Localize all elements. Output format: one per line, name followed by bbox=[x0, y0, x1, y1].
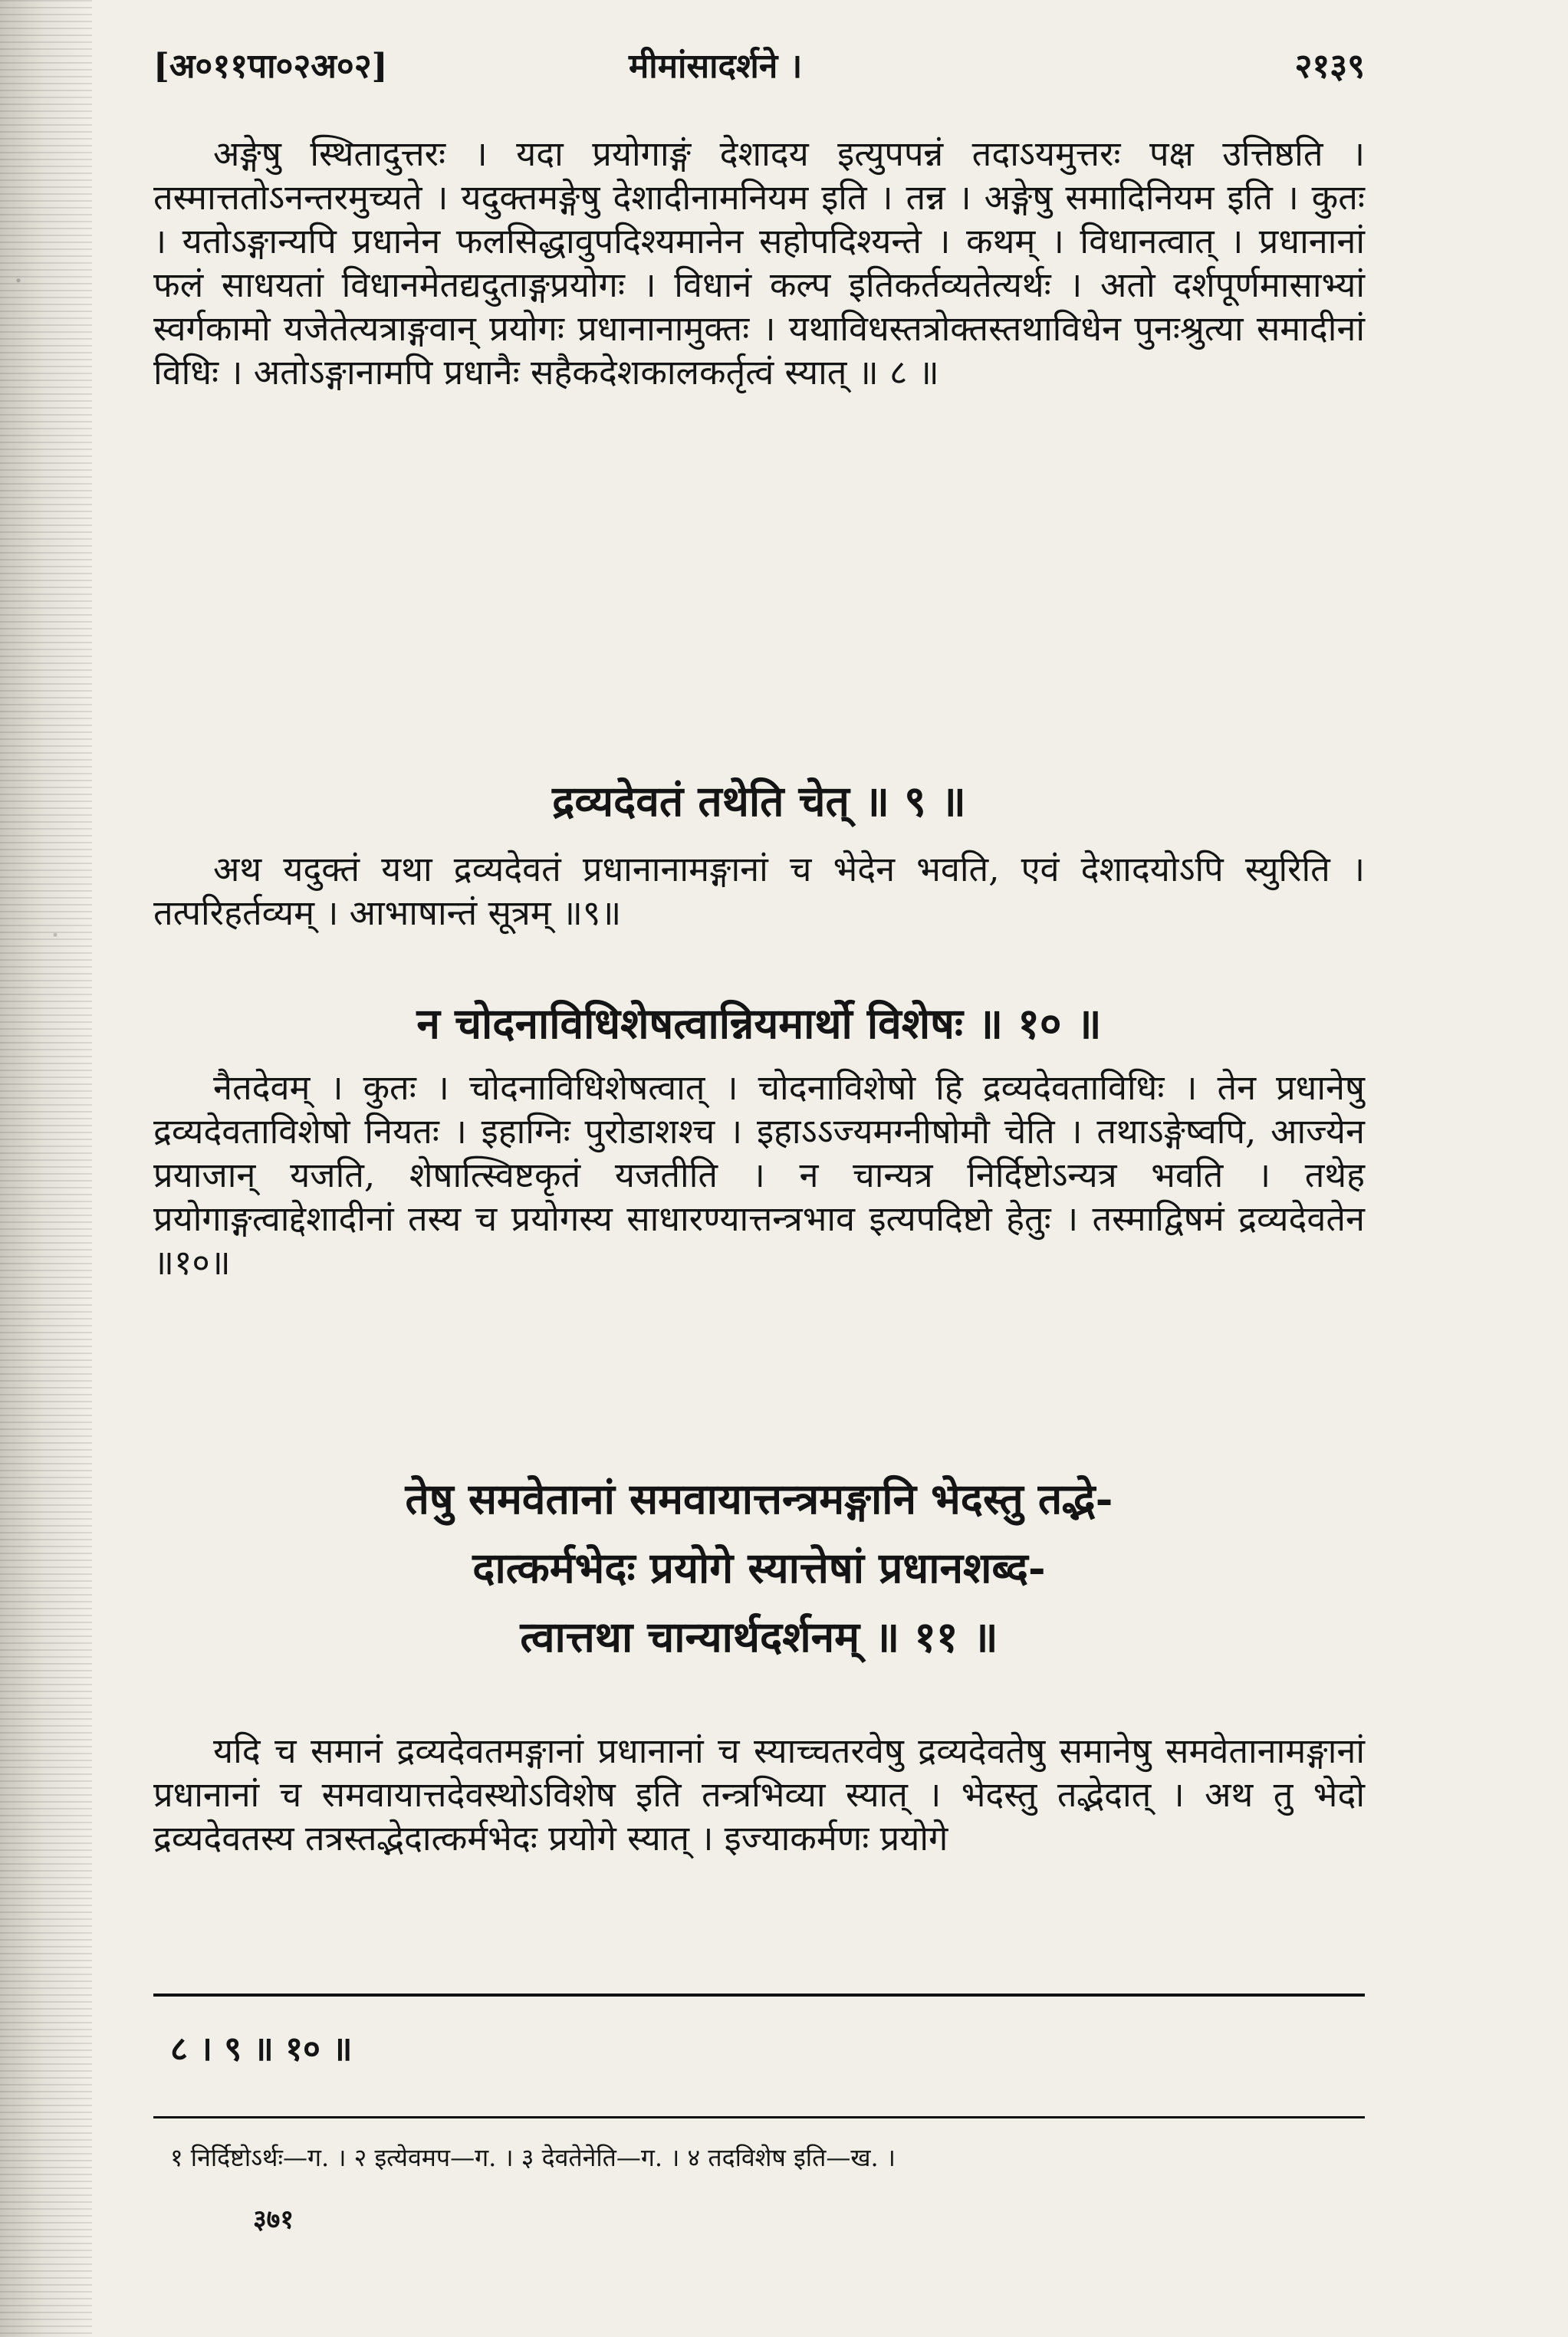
sutra-10-block bbox=[153, 997, 1365, 1050]
header-reference: [अ०११पा०२अ०२] bbox=[153, 47, 388, 86]
commentary-block-10 bbox=[153, 1066, 1365, 1284]
sutra-10: न चोदनाविधिशेषत्वान्नियमार्थो विशेषः ॥ १० ॥ bbox=[416, 998, 1102, 1048]
commentary-paragraph: यदि च समानं द्रव्यदेवतमङ्गानां प्रधानानां च स्याच्चतरवेषु द्रव्यदेवतेषु समानेषु समवेतानामङ्गानां प्रधानानां च समवायात्तदेवस्थोऽविशेष इति तन्त्रभिव्या स्यात् । भेदस्तु तद्भेदात् । अथ तु भेदो द्रव्यदेवतस्य तत्रस्तद्भेदात्कर्मभेदः प्रयोगे स्यात् । इज्याकर्मणः प्रयोगे bbox=[153, 1731, 1365, 1859]
scanned-page-edge bbox=[0, 0, 92, 2337]
commentary-block-11 bbox=[153, 1729, 1365, 1860]
commentary-block-8 bbox=[153, 132, 1365, 394]
commentary-paragraph: अङ्गेषु स्थितादुत्तरः । यदा प्रयोगाङ्गं देशादय इत्युपपन्नं तदाऽयमुत्तरः पक्ष उत्तिष्ठति । तस्मात्ततोऽनन्तरमुच्यते । यदुक्तमङ्गेषु देशादीनामनियम इति । तन्न । अङ्गेषु समादिनियम इति । कुतः । यतोऽङ्गान्यपि प्रधानेन फलसिद्धावुपदिश्यमानेन सहोपदिश्यन्ते । कथम् । विधानत्वात् । प्रधानानां फलं साधयतां विधानमेतद्यदुताङ्गप्रयोगः । विधानं कल्प इतिकर्तव्यतेत्यर्थः । अतो दर्शपूर्णमासाभ्यां स्वर्गकामो यजेतेत्यत्राङ्गवान् प्रयोगः प्रधानानामुक्तः । यथाविधस्तत्रोक्तस्तथाविधेन पुनःश्रुत्या समादीनां विधिः । अतोऽङ्गानामपि प्रधानैः सहैकदेशकालकर्तृत्वं स्यात् ॥ ८ ॥ bbox=[153, 133, 1365, 393]
header-title: मीमांसादर्शने । bbox=[629, 47, 803, 86]
printer-signature: ३७१ bbox=[253, 2204, 294, 2235]
sutra-9: द्रव्यदेवतं तथेति चेत् ॥ ९ ॥ bbox=[552, 776, 966, 826]
sutra-11-line: त्वात्तथा चान्यार्थदर्शनम् ॥ ११ ॥ bbox=[520, 1612, 998, 1662]
page-number: २१३९ bbox=[1294, 47, 1365, 86]
divider-rule bbox=[153, 1994, 1365, 1997]
sutra-9-block bbox=[153, 774, 1365, 828]
commentary-block-9 bbox=[153, 847, 1365, 935]
sutra-reference-note: ८ । ९ ॥ १० ॥ bbox=[170, 2030, 353, 2069]
commentary-paragraph: नैतदेवम् । कुतः । चोदनाविधिशेषत्वात् । चोदनाविशेषो हि द्रव्यदेवताविधिः । तेन प्रधानेषु द्रव्यदेवताविशेषो नियतः । इहाग्निः पुरोडाशश्च । इहाऽऽज्यमग्नीषोमौ चेति । तथाऽङ्गेष्वपि, आज्येन प्रयाजान् यजति, शेषात्स्विष्टकृतं यजतीति । न चान्यत्र निर्दिष्टोऽन्यत्र भवति । तथेह प्रयोगाङ्गत्वाद्देशादीनां तस्य च प्रयोगस्य साधारण्यात्तन्त्रभाव इत्यपदिष्टो हेतुः । तस्माद्विषमं द्रव्यदेवतेन ॥१०॥ bbox=[153, 1067, 1365, 1283]
running-header bbox=[153, 31, 1365, 100]
sutra-11-line: दात्कर्मभेदः प्रयोगे स्यात्तेषां प्रधानशब्द- bbox=[472, 1543, 1046, 1593]
variant-readings-footnote: १ निर्दिष्टोऽर्थः—ग. । २ इत्येवमप—ग. । ३ देवतेनेति—ग. । ४ तदविशेष इति—ख. । bbox=[170, 2143, 896, 2172]
sutra-11-block bbox=[153, 1472, 1365, 1664]
commentary-paragraph: अथ यदुक्तं यथा द्रव्यदेवतं प्रधानानामङ्गानां च भेदेन भवति, एवं देशादयोऽपि स्युरिति । तत्परिहर्तव्यम् । आभाषान्तं सूत्रम् ॥९॥ bbox=[153, 849, 1365, 933]
sutra-11-line: तेषु समवेतानां समवायात्तन्त्रमङ्गानि भेदस्तु तद्भे- bbox=[405, 1474, 1113, 1523]
footnote-rule bbox=[153, 2116, 1365, 2118]
